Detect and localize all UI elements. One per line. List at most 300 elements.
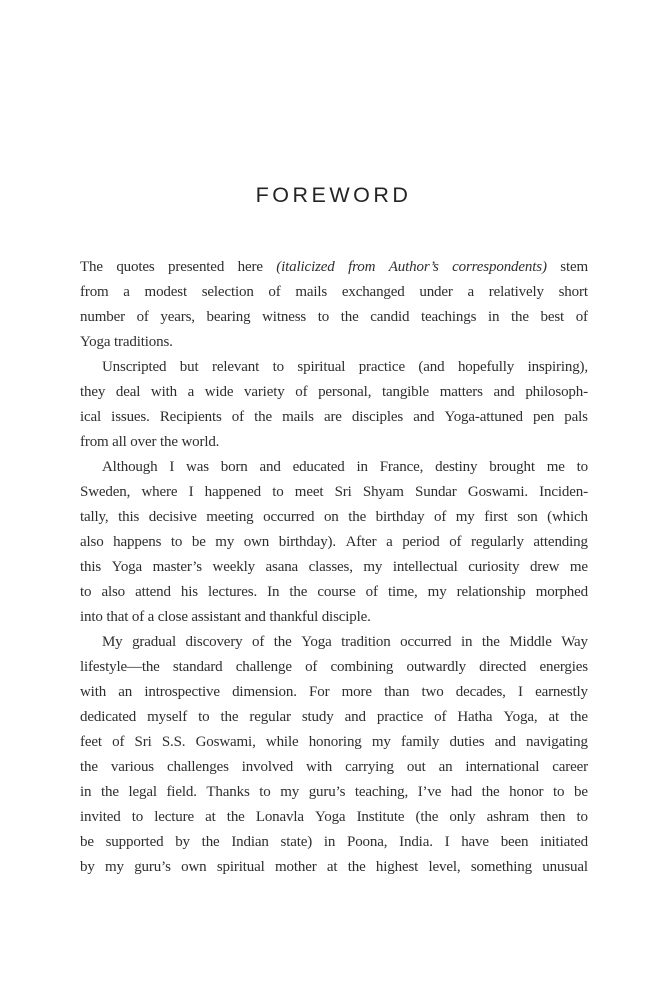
word: also [80,534,104,550]
word: Sundar [415,484,457,500]
word: in [356,459,368,475]
word: own [243,534,270,550]
word: period [402,534,440,550]
word: earnestly [535,684,588,700]
word: disciple. [321,609,371,625]
word: unusual [542,859,588,875]
text-line [80,609,588,634]
word: S.S. [161,734,186,750]
word: and [413,409,435,425]
word: and [244,609,266,625]
word: had [450,784,473,800]
word: Goswami. [467,484,528,500]
text-line [80,484,588,509]
word: variety [243,384,285,400]
word: Yoga, [503,709,538,725]
word: was [186,459,209,475]
word: more [341,684,372,700]
word: correspondents) [452,259,547,275]
word: best [540,309,565,325]
word: brought [489,459,535,475]
word: ical [80,409,102,425]
word: my [427,584,447,600]
word: attend [135,584,171,600]
word: only [449,809,476,825]
word: the [340,309,359,325]
word: invited [80,809,121,825]
word: from [80,434,109,450]
word: (and [418,359,445,375]
word: supported [105,834,164,850]
word: here [237,259,263,275]
word: of [295,384,308,400]
word: of [112,734,125,750]
word: regular [249,709,291,725]
word: been [500,834,529,850]
word: (italicized [276,259,335,275]
word: the [220,709,239,725]
word: family [400,734,440,750]
word: and [494,734,516,750]
word: Yoga [111,559,143,575]
word: the [570,709,588,725]
text-line [80,759,588,784]
word: duties [449,734,485,750]
word: regularly [471,534,524,550]
word: my [105,859,124,875]
word: morphed [535,584,588,600]
word: I [169,459,175,475]
word: bearing [206,309,251,325]
word: honoring [308,734,362,750]
text-line [80,434,588,459]
word: the [100,784,119,800]
word: After [345,534,377,550]
word: disciples [351,409,404,425]
word: the [481,784,500,800]
word: Goswami, [195,734,256,750]
word: something [470,859,532,875]
word: challenge [235,659,292,675]
word: of [305,659,318,675]
word: to [259,784,271,800]
word: son [517,509,538,525]
word: and [344,709,366,725]
word: witness [262,309,307,325]
word: I’ve [417,784,442,800]
word: France, [379,459,424,475]
word: navigating [526,734,588,750]
text-line [80,259,588,284]
word: of [434,509,447,525]
text-line [80,459,588,484]
word: teachings [421,309,477,325]
word: close [157,609,188,625]
word: of [252,634,265,650]
word: initiated [540,834,588,850]
word: under [419,284,453,300]
word: while [265,734,299,750]
text-line [80,659,588,684]
word: to [170,534,183,550]
word: Way [561,634,588,650]
word: intellectual [392,559,458,575]
text-line [80,734,588,759]
text-line [80,834,588,859]
word: the [481,634,500,650]
word: practice [376,709,424,725]
word: Inciden- [539,484,588,500]
word: in [323,834,336,850]
word: weekly [212,559,255,575]
word: I [518,684,523,700]
word: have [461,834,489,850]
word: and [259,459,281,475]
body-text [80,259,588,884]
word: level, [428,859,461,875]
word: Yoga [80,334,111,350]
word: candid [370,309,410,325]
word: world. [181,434,220,450]
word: (which [547,509,588,525]
word: of [231,409,244,425]
word: In [267,584,280,600]
word: this [80,559,102,575]
word: my [215,534,235,550]
word: guru’s [134,859,171,875]
word: Thanks [206,784,250,800]
word: the [80,759,98,775]
text-line [80,559,588,584]
word: mails [295,284,328,300]
word: practice [358,359,405,375]
word: number [80,309,125,325]
word: the [226,809,245,825]
text-line [80,509,588,534]
word: lecture [154,809,195,825]
word: by [175,834,190,850]
word: My [102,634,123,650]
word: study [301,709,334,725]
word: in [460,634,473,650]
paragraph [80,459,588,634]
word: with [306,759,333,775]
word: Shyam [362,484,404,500]
word: classes, [308,559,353,575]
word: from [80,284,109,300]
text-line [80,309,588,334]
word: introspective [144,684,220,700]
text-line [80,334,588,359]
word: outwardly [406,659,466,675]
word: to [272,484,284,500]
word: Sri [334,484,352,500]
text-line [80,859,588,884]
word: tally, [80,509,109,525]
word: challenges [166,759,229,775]
word: pals [564,409,588,425]
word: feet [80,734,102,750]
word: matters [439,384,483,400]
word: ashram [486,809,529,825]
word: gradual [132,634,177,650]
word: they [80,384,106,400]
word: are [323,409,342,425]
word: international [465,759,540,775]
word: spiritual [297,359,346,375]
word: lectures. [208,584,258,600]
word: of [449,534,462,550]
word: at [326,859,338,875]
word: to [576,809,588,825]
word: an [438,759,453,775]
text-line [80,634,588,659]
word: the [201,834,220,850]
word: a [386,534,393,550]
text-line [80,409,588,434]
word: be [191,534,206,550]
word: over [130,434,157,450]
word: hopefully [457,359,515,375]
word: the [510,309,529,325]
text-line [80,709,588,734]
word: honor [509,784,544,800]
word: in [80,784,92,800]
word: attending [533,534,588,550]
word: to [317,309,330,325]
word: asana [265,559,299,575]
paragraph [80,359,588,459]
word: be [80,834,94,850]
text-line [80,584,588,609]
word: also [101,584,126,600]
word: various [110,759,154,775]
word: occurred [400,634,452,650]
word: his [180,584,198,600]
word: the [347,859,366,875]
word: tangible [381,384,430,400]
word: master’s [152,559,202,575]
word: with [80,684,107,700]
word: modest [144,284,187,300]
word: of [268,284,281,300]
word: of [434,709,447,725]
word: dedicated [80,709,137,725]
word: happened [204,484,261,500]
word: tradition [341,634,391,650]
word: selection [201,284,254,300]
word: relationship [456,584,526,600]
word: Yoga-attuned [444,409,523,425]
word: combining [330,659,394,675]
word: of [365,584,378,600]
word: stem [560,259,588,275]
word: I [188,484,194,500]
word: exchanged [341,284,405,300]
word: Recipients [159,409,222,425]
word: myself [147,709,188,725]
word: Lonavla [255,809,304,825]
word: my [363,559,383,575]
word: in [487,309,500,325]
text-line [80,284,588,309]
word: this [118,509,140,525]
word: be [573,784,588,800]
word: meet [294,484,324,500]
word: state) [280,834,313,850]
word: involved [241,759,294,775]
word: me [569,559,588,575]
word: personal, [318,384,372,400]
word: the [289,584,308,600]
word: assistant [191,609,241,625]
word: decades, [455,684,506,700]
word: my [371,734,391,750]
word: where [141,484,178,500]
word: issues. [111,409,150,425]
word: Hatha [457,709,493,725]
word: Author’s [388,259,439,275]
word: meeting [206,509,254,525]
text-line [80,684,588,709]
word: directed [479,659,527,675]
word: birthday). [278,534,336,550]
word: Sri [134,734,152,750]
word: on [323,509,339,525]
word: Institute [356,809,405,825]
word: my [455,509,475,525]
word: Unscripted [102,359,167,375]
word: that [106,609,129,625]
word: I [444,834,450,850]
word: Although [102,459,158,475]
word: an [118,684,133,700]
paragraph [80,259,588,359]
word: the [254,409,272,425]
text-line [80,784,588,809]
word: to [198,709,210,725]
word: at [548,709,559,725]
word: wide [204,384,234,400]
word: two [421,684,444,700]
word: energies [539,659,588,675]
word: a [467,284,475,300]
word: carrying [345,759,394,775]
word: of [136,309,149,325]
word: deal [115,384,141,400]
word: highest [375,859,419,875]
word: a [147,609,155,625]
word: relatively [488,284,544,300]
word: Yoga [301,634,332,650]
word: discovery [185,634,243,650]
word: relevant [211,359,260,375]
word: quotes [116,259,155,275]
word: the [348,509,367,525]
word: out [406,759,426,775]
word: own [181,859,207,875]
word: spiritual [216,859,265,875]
word: pen [532,409,555,425]
word: Middle [509,634,552,650]
text-line [80,359,588,384]
word: the [159,434,178,450]
word: born [220,459,248,475]
word: educated [292,459,345,475]
word: first [484,509,508,525]
word: decisive [148,509,197,525]
word: thankful [269,609,319,625]
word: drew [529,559,560,575]
word: field. [166,784,197,800]
word: into [80,609,103,625]
text-line [80,809,588,834]
word: my [280,784,300,800]
word: to [553,784,565,800]
word: presented [168,259,225,275]
word: traditions. [113,334,173,350]
word: For [309,684,330,700]
word: standard [172,659,223,675]
word: short [558,284,588,300]
page-title: FOREWORD [255,183,412,207]
word: curiosity [468,559,520,575]
word: mother [274,859,317,875]
word: Indian [231,834,269,850]
word: India. [399,834,433,850]
word: birthday [375,509,425,525]
word: years, [160,309,195,325]
word: to [576,459,588,475]
word: of [575,309,588,325]
word: destiny [435,459,478,475]
word: but [179,359,199,375]
word: career [552,759,588,775]
word: me [546,459,565,475]
word: then [540,809,566,825]
word: teaching, [354,784,409,800]
word: to [80,584,92,600]
word: to [272,359,284,375]
word: to [131,809,144,825]
word: a [187,384,195,400]
word: mails [282,409,314,425]
word: happens [113,534,162,550]
word: Sweden, [80,484,131,500]
word: the [273,634,292,650]
word: dimension. [232,684,297,700]
word: at [205,809,216,825]
word: of [131,609,145,625]
word: lifestyle—the [80,659,160,675]
word: guru’s [308,784,346,800]
word: philosoph- [525,384,588,400]
word: legal [128,784,157,800]
word: inspiring), [527,359,588,375]
text-line [80,534,588,559]
word: than [384,684,410,700]
word: Poona, [347,834,388,850]
paragraph [80,634,588,884]
text-line [80,384,588,409]
word: by [80,859,95,875]
word: The [80,259,103,275]
word: (the [415,809,439,825]
word: and [493,384,515,400]
word: Yoga [315,809,346,825]
word: with [150,384,177,400]
word: all [112,434,127,450]
